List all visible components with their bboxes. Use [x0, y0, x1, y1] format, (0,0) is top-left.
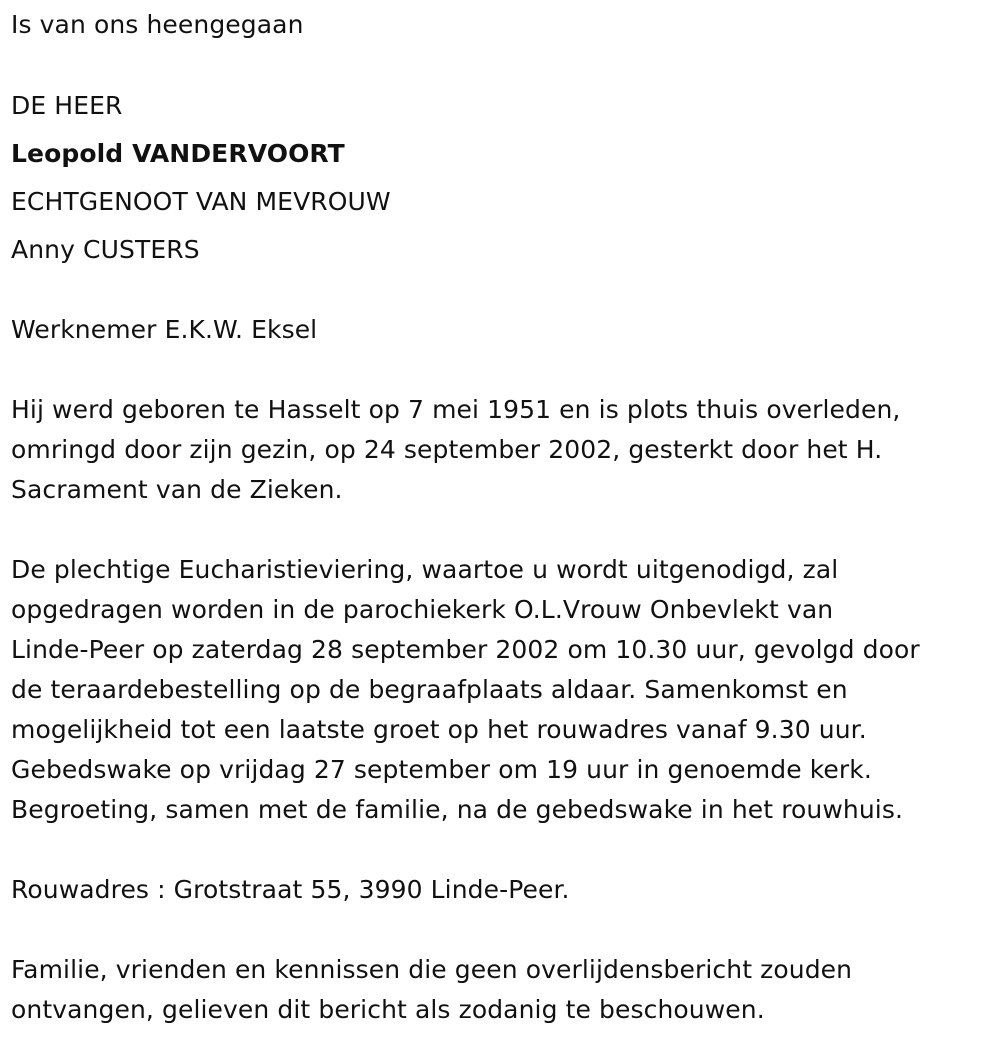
closing-paragraph [11, 950, 986, 1030]
title-line: DE HEER [11, 91, 123, 120]
ceremony-line: de teraardebestelling op de begraafplaats aldaar. Samenkomst en [11, 675, 848, 704]
closing-line: ontvangen, gelieven dit bericht als zodanig te beschouwen. [11, 995, 765, 1024]
birth-line: Hij werd geboren te Hasselt op 7 mei 1951 en is plots thuis overleden, [11, 395, 901, 424]
ceremony-line: De plechtige Eucharistieviering, waartoe u wordt uitgenodigd, zal [11, 555, 839, 584]
ceremony-line: Gebedswake op vrijdag 27 september om 19 uur in genoemde kerk. [11, 755, 872, 784]
birth-line: Sacrament van de Zieken. [11, 475, 343, 504]
intro-line: Is van ons heengegaan [11, 10, 304, 39]
closing-line: Familie, vrienden en kennissen die geen overlijdensbericht zouden [11, 955, 853, 984]
ceremony-line: Begroeting, samen met de familie, na de gebedswake in het rouwhuis. [11, 795, 904, 824]
ceremony-line: mogelijkheid tot een laatste groet op het rouwadres vanaf 9.30 uur. [11, 715, 867, 744]
address-line: Rouwadres : Grotstraat 55, 3990 Linde-Peer. [11, 875, 570, 904]
birth-paragraph [11, 390, 986, 510]
birth-line: omringd door zijn gezin, op 24 september 2002, gesterkt door het H. [11, 435, 883, 464]
ceremony-line: opgedragen worden in de parochiekerk O.L.Vrouw Onbevlekt van [11, 595, 834, 624]
occupation-line: Werknemer E.K.W. Eksel [11, 315, 318, 344]
spouse-label: ECHTGENOOT VAN MEVROUW [11, 187, 391, 216]
spouse-name: Anny CUSTERS [11, 235, 200, 264]
ceremony-paragraph [11, 550, 986, 830]
deceased-name: Leopold VANDERVOORT [11, 139, 345, 168]
ceremony-line: Linde-Peer op zaterdag 28 september 2002 om 10.30 uur, gevolgd door [11, 635, 920, 664]
